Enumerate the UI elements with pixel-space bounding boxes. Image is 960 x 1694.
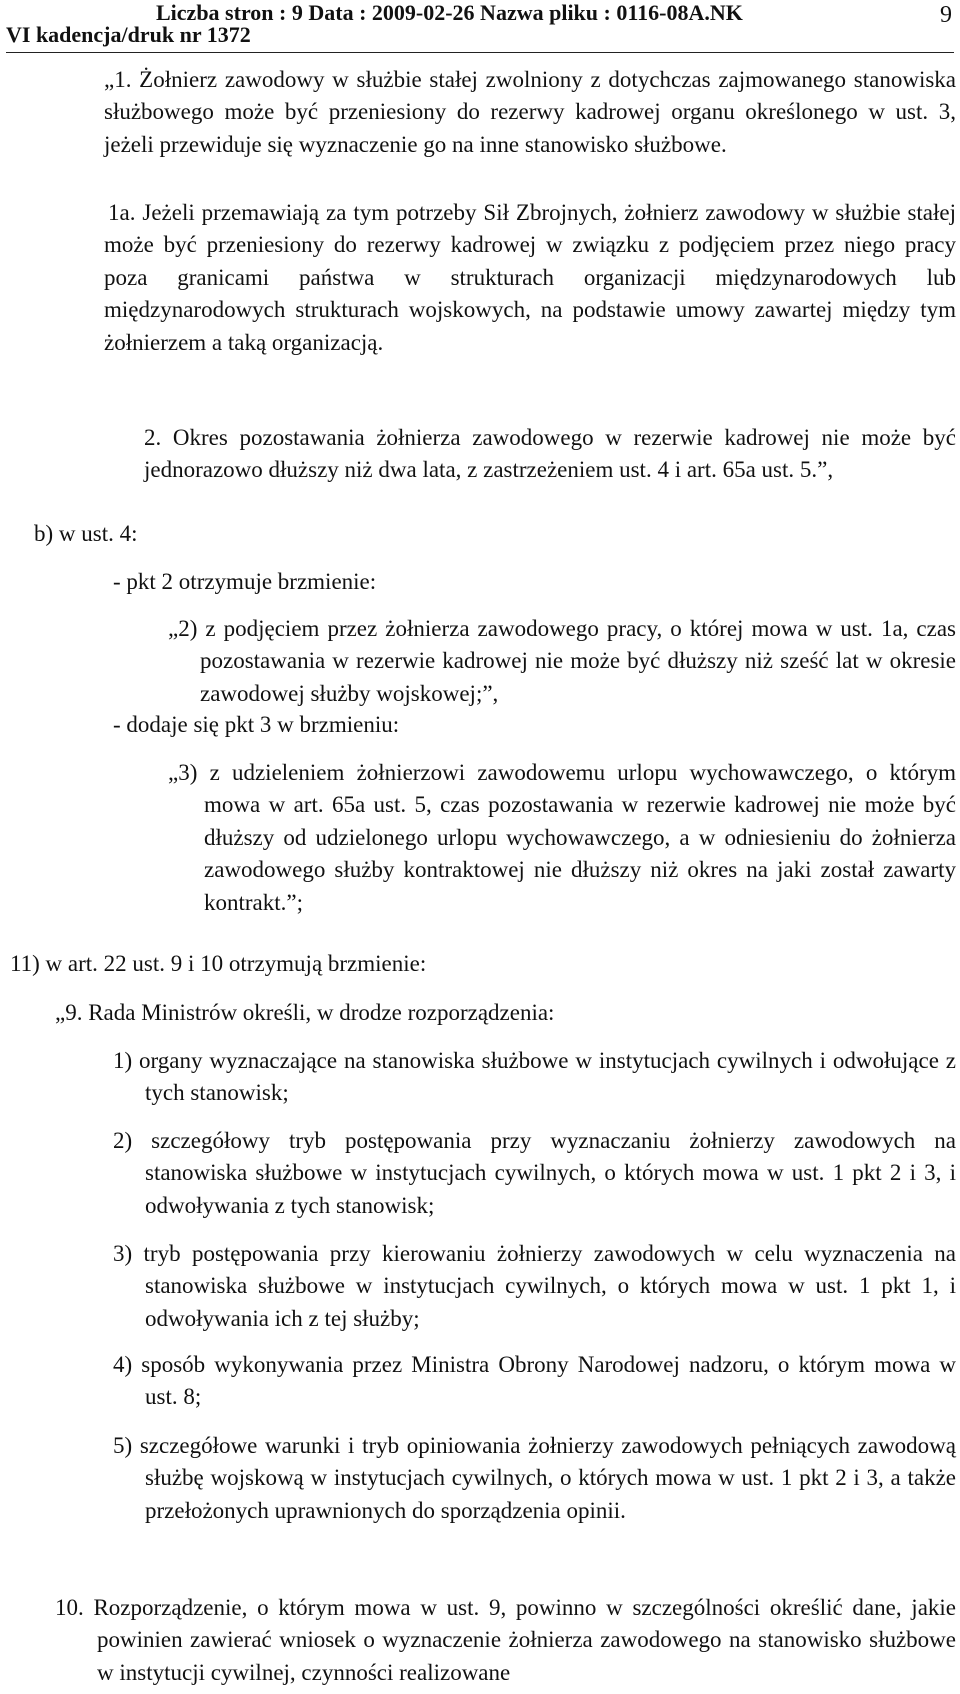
pkt3-text: „3) z udzieleniem żołnierzowi zawodowemu urlopu wychowawczego, o którym mowa w art. 65a ust. 5, czas pozostawania w rezerwie kadrowej nie może być dłuższy od udzielonego urlopu wychowawczego, a w odniesieniu do żołnierza zawodowego służby kontraktowej nie dłuższy niż okres na jaki został zawarty kontrakt.”; [168, 760, 956, 915]
list-item-5: 5) szczegółowe warunki i tryb opiniowania żołnierzy zawodowych pełniących zawodową służbę wojskową w instytucjach cywilnych, o których mowa w ust. 1 pkt 2 i 3, a także przełożonych uprawnionych do sporządzenia opinii. [113, 1433, 956, 1523]
paragraph-2: 2. Okres pozostawania żołnierza zawodowego w rezerwie kadrowej nie może być jednorazowo dłuższy niż dwa lata, z zastrzeżeniem ust. 4 i art. 65a ust. 5.”, [144, 425, 956, 483]
list-item-4: 4) sposób wykonywania przez Ministra Obrony Narodowej nadzoru, o którym mowa w ust. 8; [113, 1352, 956, 1410]
list-item-1: 1) organy wyznaczające na stanowiska służbowe w instytucjach cywilnych i odwołujące z tych stanowisk; [113, 1048, 956, 1106]
paragraph-1a: 1a. Jeżeli przemawiają za tym potrzeby Sił Zbrojnych, żołnierz zawodowy w służbie stałej może być przeniesiony do rezerwy kadrowej w związku z podjęciem przez niego pracy poza granicami państwa w strukturach organizacji międzynarodowych lub międzynarodowych strukturach wojskowych, na podstawie umowy zawartej między tym żołnierzem a taką organizacją. [104, 200, 956, 355]
pkt3-intro: - dodaje się pkt 3 w brzmieniu: [113, 712, 400, 737]
paragraph-1: „1. Żołnierz zawodowy w służbie stałej zwolniony z dotychczas zajmowanego stanowiska służbowego może być przeniesiony do rezerwy kadrowej organu określonego w ust. 3, jeżeli przewiduje się wyznaczenie go na inne stanowisko służbowe. [104, 67, 956, 157]
list-item-2: 2) szczegółowy tryb postępowania przy wyznaczaniu żołnierzy zawodowych na stanowiska służbowe w instytucjach cywilnych, o których mowa w ust. 1 pkt 2 i 3, i odwoływania z tych stanowisk; [113, 1128, 956, 1218]
page-header [6, 0, 954, 53]
pkt2-intro: - pkt 2 otrzymuje brzmienie: [113, 569, 377, 594]
list-item-3: 3) tryb postępowania przy kierowaniu żołnierzy zawodowych w celu wyznaczenia na stanowiska służbowe w instytucjach cywilnych, o których mowa w ust. 1 pkt 1, i odwoływania ich z tej służby; [113, 1241, 956, 1331]
edition-label: VI kadencja/druk nr 1372 [6, 22, 251, 47]
page-number: 9 [940, 2, 952, 28]
document-meta: Liczba stron : 9 Data : 2009-02-26 Nazwa pliku : 0116-08A.NK [156, 0, 743, 25]
point-11: 11) w art. 22 ust. 9 i 10 otrzymują brzmienie: [10, 951, 427, 976]
section-10: 10. Rozporządzenie, o którym mowa w ust. 9, powinno w szczególności określić dane, jakie powinien zawierać wniosek o wyznaczenie żołnierza zawodowego na stanowisko służbowe w instytucji cywilnej, czynności realizowane [55, 1595, 956, 1685]
section-9-intro: „9. Rada Ministrów określi, w drodze rozporządzenia: [55, 1000, 555, 1025]
item-b: b) w ust. 4: [34, 521, 138, 546]
pkt2-text: „2) z podjęciem przez żołnierza zawodowego pracy, o której mowa w ust. 1a, czas pozostawania w rezerwie kadrowej nie może być dłuższy niż sześć lat w okresie zawodowej służby wojskowej;”, [168, 616, 956, 706]
